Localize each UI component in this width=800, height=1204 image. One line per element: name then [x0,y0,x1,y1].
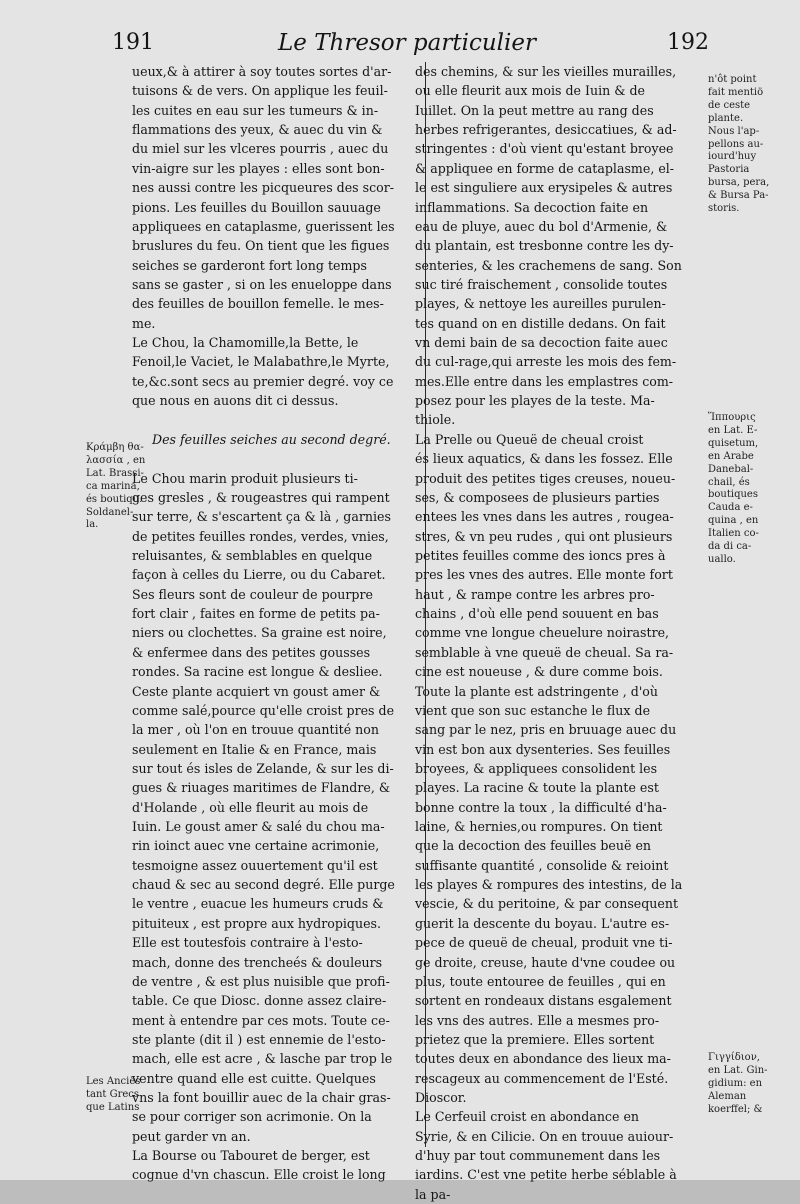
text-line: plus, toute entouree de feuilles , qui en [415,973,666,989]
text-line: thiole. [415,412,456,428]
text-line: ge droite, creuse, haute d'vne coudee ou [415,954,676,970]
text-line: ueux,& à attirer à soy toutes sortes d'ar- [132,64,392,79]
text-line: se pour corriger son acrimonie. On la [132,1109,372,1125]
text-line: reluisantes, & semblables en quelque [132,547,373,563]
text-line: ou elle fleurit aux mois de Iuin & de [415,83,645,99]
text-line: sang par le nez, pris en bruuage auec du [415,722,677,738]
text-line: Fenoil,le Vaciet, le Malabathre,le Myrte, [132,354,390,370]
text-line: pions. Les feuilles du Bouillon sauuage [132,199,381,215]
text-line: peut garder vn an. [132,1128,251,1144]
text-line: Ses fleurs sont de couleur de pourpre [132,586,373,602]
text-line: playes. La racine & toute la plante est [415,780,659,796]
margin-note-right: Γιγγίδιον, en Lat. Gin- gidium: en Aleman koerffel; & [708,1052,768,1115]
text-line: le est singuliere aux erysipeles & autres [415,180,673,196]
text-line: toutes deux en abondance des lieux ma- [415,1051,671,1067]
text-line: sur tout és isles de Zelande, & sur les di- [132,760,394,776]
text-line: stres, & vn peu rudes , qui ont plusieurs [415,528,673,544]
text-line: cine est noueuse , & dure comme bois. [415,664,663,680]
text-line: sur terre, & s'escartent ça & là , garnies [132,509,391,525]
text-line: Le Chou, la Chamomille,la Bette, le [132,335,359,351]
text-line: tes quand on en distille dedans. On fait [415,315,666,331]
text-line: tesmoigne assez ouuertement qu'il est [132,857,378,873]
text-line: ment à entendre par ces mots. Toute ce- [132,1012,390,1028]
text-line: suffisante quantité , consolide & reioint [415,857,669,873]
text-line: pituiteux , est propre aux hydropiques. [132,915,382,931]
page-number-left: 191 [112,30,154,55]
text-line: rin ioinct auec vne certaine acrimonie, [132,838,380,854]
text-line: haut , & rampe contre les arbres pro- [415,586,655,602]
text-line: bruslures du feu. On tient que les figues [132,238,390,254]
blank-line [132,449,423,468]
text-line: entees les vnes dans les autres , rougea- [415,509,674,525]
text-line: vient que son suc estanche le flux de [415,702,651,718]
text-line: niers ou clochettes. Sa graine est noire, [132,625,387,641]
text-line: petites feuilles comme des ioncs pres à [415,547,666,563]
text-line: la mer , où l'on en trouue quantité non [132,722,379,738]
text-line: posez pour les playes de la teste. Ma- [415,393,655,409]
text-column-right [415,62,707,1204]
text-line: gues & riuages maritimes de Flandre, & [132,780,391,796]
text-line: produit des petites tiges creuses, noueu- [415,470,676,486]
text-line: la pa- [415,1186,451,1202]
text-line: La Prelle ou Queuë de cheual croist [415,431,644,447]
text-line: prietez que la premiere. Elles sortent [415,1031,655,1047]
text-line: de petites feuilles rondes, verdes, vnies, [132,528,389,544]
text-line: pres les vnes des autres. Elle monte fort [415,567,673,583]
text-line: herbes refrigerantes, desiccatiues, & ad- [415,122,677,138]
text-line: flammations des yeux, & auec du vin & [132,122,383,138]
text-line: laine, & hernies,ou rompures. On tient [415,819,663,835]
text-column-left [132,62,423,1185]
page-number-right: 192 [667,30,709,55]
text-line: Syrie, & en Cilicie. On en trouue auiour- [415,1128,674,1144]
text-line: du plantain, est tresbonne contre les dy- [415,238,674,254]
text-line: vescie, & du peritoine, & par consequent [415,896,679,912]
text-line: fort clair , faites en forme de petits pa- [132,606,380,622]
text-line: és lieux aquatics, & dans les fossez. Elle [415,451,673,467]
text-line: me. [132,315,156,331]
text-line: les vns des autres. Elle a mesmes pro- [415,1012,660,1028]
text-line: les cuites en eau sur les tumeurs & in- [132,102,379,118]
text-line: rescageux au commencement de l'Esté. [415,1070,669,1086]
text-line: façon à celles du Lierre, ou du Cabaret. [132,567,386,583]
text-line: sortent en rondeaux distans esgalement [415,993,672,1009]
text-line: vns la font bouillir auec de la chair gras- [132,1090,391,1106]
text-line: chains , d'où elle pend souuent en bas [415,606,659,622]
text-line: ses, & composees de plusieurs parties [415,489,660,505]
text-line: Iuin. Le goust amer & salé du chou ma- [132,819,385,835]
text-line: chaud & sec au second degré. Elle purge [132,877,395,893]
blank-line [132,410,423,429]
text-line: rondes. Sa racine est longue & desliee. [132,664,383,680]
text-line: pece de queuë de cheual, produit vne ti- [415,935,673,951]
text-line: nes aussi contre les picqueures des scor- [132,180,395,196]
text-line: des chemins, & sur les vieilles murailles, [415,64,677,79]
text-line: vin est bon aux dysenteries. Ses feuilles [415,741,671,757]
text-line: sans se gaster , si on les enueloppe dans [132,276,392,292]
text-line: ventre quand elle est cuitte. Quelques [132,1070,376,1086]
text-line: Dioscor. [415,1090,467,1106]
text-line: Toute la plante est adstringente , d'où [415,683,658,699]
text-line: mach, donne des trencheés & douleurs [132,954,383,970]
text-line: Elle est toutesfois contraire à l'esto- [132,935,363,951]
text-line: iardins. C'est vne petite herbe séblable à [415,1167,677,1183]
text-line: les playes & rompures des intestins, de la [415,877,683,893]
text-line: table. Ce que Diosc. donne assez claire- [132,993,387,1009]
margin-note-right: n'ôt point fait mentiö de ceste plante. Nous l'ap- pellons au- iourd'huy Pastoria bursa, pera, & Bursa Pa- storis. [708,74,770,215]
text-line: bonne contre la toux , la difficulté d'ha- [415,799,667,815]
margin-note-right: Ἵππουρις en Lat. E- quisetum, en Arabe Danebal- chail, és boutiques Cauda e- quina , en Italien co- da di ca- uallo. [708,412,759,565]
text-line: le ventre , euacue les humeurs cruds & [132,896,384,912]
text-line: que nous en auons dit ci dessus. [132,393,339,409]
text-line: cognue d'vn chascun. Elle croist le long [132,1167,386,1183]
text-line: & enfermee dans des petites gousses [132,644,371,660]
text-line: te,&c.sont secs au premier degré. voy ce [132,373,394,389]
text-line: playes, & nettoye les aureilles purulen- [415,296,666,312]
text-line: broyees, & appliquees consolident les [415,760,658,776]
text-line: Iuillet. On la peut mettre au rang des [415,102,654,118]
text-line: Le Chou marin produit plusieurs ti- [132,470,358,486]
text-line: ste plante (dit il ) est ennemie de l'esto- [132,1031,386,1047]
text-line: d'Holande , où elle fleurit au mois de [132,799,369,815]
text-line: de ventre , & est plus nuisible que profi- [132,973,390,989]
section-heading: Des feuilles seiches au second degré. [152,431,391,447]
text-line: seulement en Italie & en France, mais [132,741,377,757]
text-line: que la decoction des feuilles beuë en [415,838,652,854]
text-line: vin-aigre sur les playes : elles sont bon- [132,160,385,176]
text-line: comme vne longue cheuelure noirastre, [415,625,670,641]
margin-note-left: Les Anciës tant Grecs que Latins [86,1076,141,1113]
text-line: stringentes : d'où vient qu'estant broyee [415,141,674,157]
text-line: senteries, & les crachemens de sang. Son [415,257,682,273]
text-line: du cul-rage,qui arreste les mois des fem- [415,354,677,370]
text-line: Ceste plante acquiert vn goust amer & [132,683,381,699]
text-line: seiches se garderont fort long temps [132,257,367,273]
text-line: guerit la descente du boyau. L'autre es- [415,915,670,931]
text-line: semblable à vne queuë de cheual. Sa ra- [415,644,674,660]
text-line: des feuilles de bouillon femelle. le mes- [132,296,384,312]
text-line: eau de pluye, auec du bol d'Armenie, & [415,218,668,234]
running-title: Le Thresor particulier [278,30,536,56]
text-line: tuisons & de vers. On applique les feuil- [132,83,388,99]
text-line: La Bourse ou Tabouret de berger, est [132,1148,370,1164]
text-line: inflammations. Sa decoction faite en [415,199,649,215]
text-line: appliquees en cataplasme, guerissent les [132,218,395,234]
text-line: Le Cerfeuil croist en abondance en [415,1109,640,1125]
text-line: ges gresles , & rougeastres qui rampent [132,489,390,505]
text-line: suc tiré fraischement , consolide toutes [415,276,668,292]
text-line: mes.Elle entre dans les emplastres com- [415,373,674,389]
text-line: d'huy par tout communement dans les [415,1148,661,1164]
margin-note-left: Κράμβη θα- λασσία , en Lat. Brassi- ca marina, és boutiqu. Soldanel- la. [86,442,146,531]
text-line: & appliquee en forme de cataplasme, el- [415,160,675,176]
text-line: mach, elle est acre , & lasche par trop le [132,1051,393,1067]
text-line: du miel sur les vlceres pourris , auec du [132,141,389,157]
text-line: comme salé,pource qu'elle croist pres de [132,702,395,718]
text-line: vn demi bain de sa decoction faite auec [415,335,668,351]
